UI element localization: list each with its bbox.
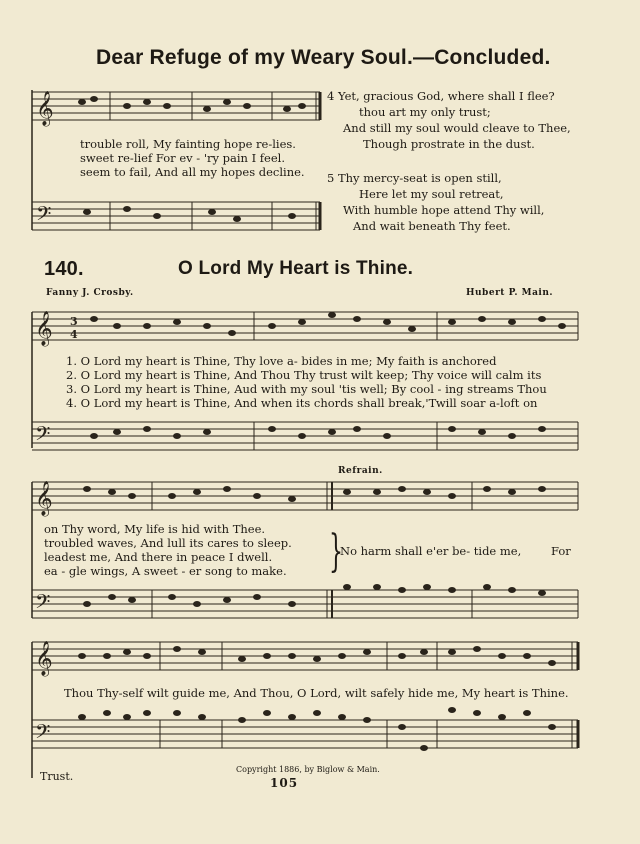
footer-tune-name: Trust. — [40, 770, 74, 783]
system2-lyric-line-4: 4. O Lord my heart is Thine, And when its chords shall break,'Twill soar a-loft on — [66, 396, 538, 410]
top-lyrics — [80, 137, 305, 179]
verse-4-line-4: Though prostrate in the dust. — [363, 137, 535, 151]
verse-5-line-4: And wait beneath Thy feet. — [353, 219, 511, 233]
hymn-author: Fanny J. Crosby. — [46, 288, 134, 298]
system3-lyric-line-3: leadest me, And there in peace I dwell. — [44, 550, 273, 564]
verse-4 — [327, 88, 571, 152]
system3-lyric-line-2: troubled waves, And lull its cares to sleep. — [44, 536, 292, 550]
system3-lyrics — [44, 522, 292, 578]
svg-text:𝄞: 𝄞 — [35, 311, 53, 346]
top-lyric-line-3: seem to fail, And all my hopes decline. — [80, 165, 305, 179]
verse-5-line-1: 5 Thy mercy-seat is open still, — [327, 171, 502, 185]
svg-text:𝄢: 𝄢 — [35, 590, 51, 618]
system2-bass-staff — [32, 418, 580, 458]
system4-lyric: Thou Thy-self wilt guide me, And Thou, O Lord, wilt safely hide me, My heart is Thine. — [64, 686, 569, 700]
footer-copyright: Copyright 1886, by Biglow & Main. — [236, 765, 380, 774]
verse-4-line-1: 4 Yet, gracious God, where shall I flee? — [327, 89, 555, 103]
hymn-composer: Hubert P. Main. — [466, 288, 554, 298]
svg-text:3: 3 — [70, 315, 78, 328]
system2-treble-staff — [32, 308, 580, 348]
top-lyric-line-1: trouble roll, My fainting hope re-lies. — [80, 137, 296, 151]
system4-treble-staff — [32, 638, 580, 678]
svg-text:𝄞: 𝄞 — [35, 641, 53, 676]
system4-bass-staff — [32, 712, 580, 762]
top-lyric-line-2: sweet re-lief For ev - 'ry pain I feel. — [80, 151, 285, 165]
top-title: Dear Refuge of my Weary Soul.—Concluded. — [96, 46, 551, 69]
refrain-lyric: No harm shall e'er be- tide me, — [340, 544, 522, 558]
svg-text:𝄞: 𝄞 — [35, 481, 53, 516]
svg-text:𝄢: 𝄢 — [35, 720, 51, 748]
refrain-brace: } — [329, 526, 343, 577]
svg-text:4: 4 — [70, 328, 78, 341]
system3-lyric-line-1: on Thy word, My life is hid with Thee. — [44, 522, 266, 536]
system3-bass-staff — [32, 586, 580, 626]
svg-text:𝄞: 𝄞 — [36, 91, 54, 126]
hymn-title: O Lord My Heart is Thine. — [178, 258, 414, 279]
system3-treble-staff — [32, 478, 580, 518]
page-number: 105 — [270, 776, 299, 790]
svg-text:𝄢: 𝄢 — [36, 202, 52, 230]
system2-lyric-line-2: 2. O Lord my heart is Thine, And Thou Thy trust wilt keep; Thy voice will calm its — [66, 368, 542, 382]
verse-5 — [327, 170, 544, 234]
system2-lyrics — [66, 354, 547, 410]
top-bass-staff — [32, 200, 322, 240]
system2-lyric-line-3: 3. O Lord my heart is Thine, Aud with my soul 'tis well; By cool - ing streams Thou — [66, 382, 547, 396]
system2-lyric-line-1: 1. O Lord my heart is Thine, Thy love a- bides in me; My faith is anchored — [66, 354, 497, 368]
svg-text:𝄢: 𝄢 — [35, 422, 51, 450]
verse-4-line-3: And still my soul would cleave to Thee, — [343, 121, 571, 135]
refrain-for: For — [551, 544, 571, 558]
refrain-label: Refrain. — [338, 466, 383, 476]
hymn-number: 140. — [44, 258, 84, 280]
verse-5-line-3: With humble hope attend Thy will, — [343, 203, 545, 217]
top-treble-staff — [32, 90, 322, 130]
verse-4-line-2: thou art my only trust; — [359, 105, 491, 119]
verse-5-line-2: Here let my soul retreat, — [359, 187, 504, 201]
system3-lyric-line-4: ea - gle wings, A sweet - er song to make. — [44, 564, 287, 578]
